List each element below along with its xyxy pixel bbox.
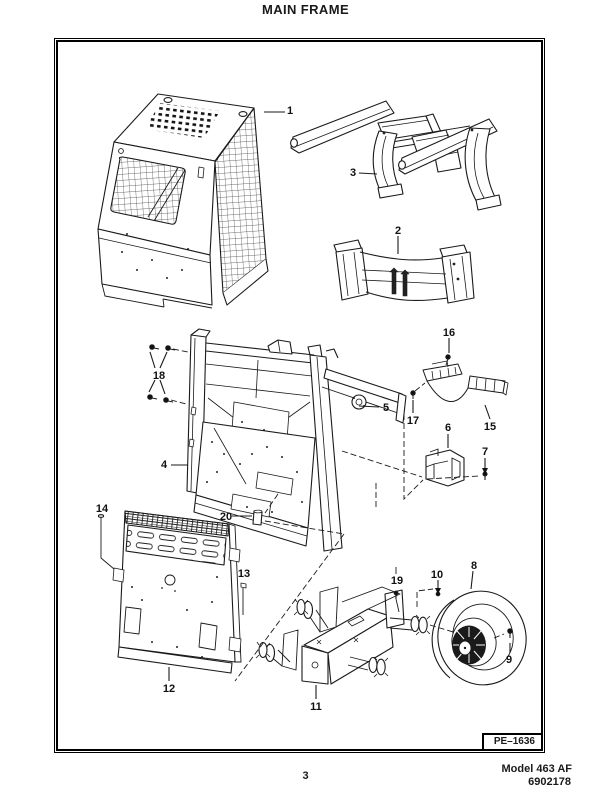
support-bracket-drawing	[411, 355, 508, 402]
wheel-drawing	[429, 583, 535, 693]
publication-number: 6902178	[528, 776, 571, 788]
callout-9: 9	[505, 654, 513, 666]
cab-drawing	[98, 94, 268, 308]
exploded-parts-diagram	[58, 42, 545, 753]
callout-12: 12	[162, 683, 176, 695]
page-title: MAIN FRAME	[261, 2, 350, 17]
callout-2: 2	[394, 225, 402, 237]
callout-11: 11	[310, 701, 322, 713]
callout-5: 5	[382, 402, 390, 414]
callout-18: 18	[152, 370, 166, 382]
callout-8: 8	[470, 560, 478, 572]
rear-door-drawing	[98, 510, 262, 673]
stop-bracket-drawing	[426, 449, 487, 486]
callout-14: 14	[95, 503, 109, 515]
lift-arm-drawing	[291, 101, 501, 210]
diagram-border-frame	[56, 40, 543, 751]
callout-6: 6	[444, 422, 452, 434]
callout-19: 19	[390, 575, 404, 587]
model-label: Model 463 AF	[501, 763, 572, 775]
page-number: 3	[302, 770, 309, 782]
callout-20: 20	[219, 511, 233, 523]
callout-7: 7	[481, 446, 489, 458]
callout-16: 16	[442, 327, 456, 339]
drawing-code-label: PE–1636	[482, 733, 541, 749]
callout-13: 13	[237, 568, 251, 580]
callout-4: 4	[160, 459, 168, 471]
callout-10: 10	[430, 569, 444, 581]
callout-15: 15	[483, 421, 497, 433]
crossmember-drawing	[334, 240, 474, 303]
axle-assembly-drawing	[256, 587, 440, 684]
callout-3: 3	[349, 167, 357, 179]
callout-17: 17	[406, 415, 420, 427]
callout-1: 1	[286, 105, 294, 117]
